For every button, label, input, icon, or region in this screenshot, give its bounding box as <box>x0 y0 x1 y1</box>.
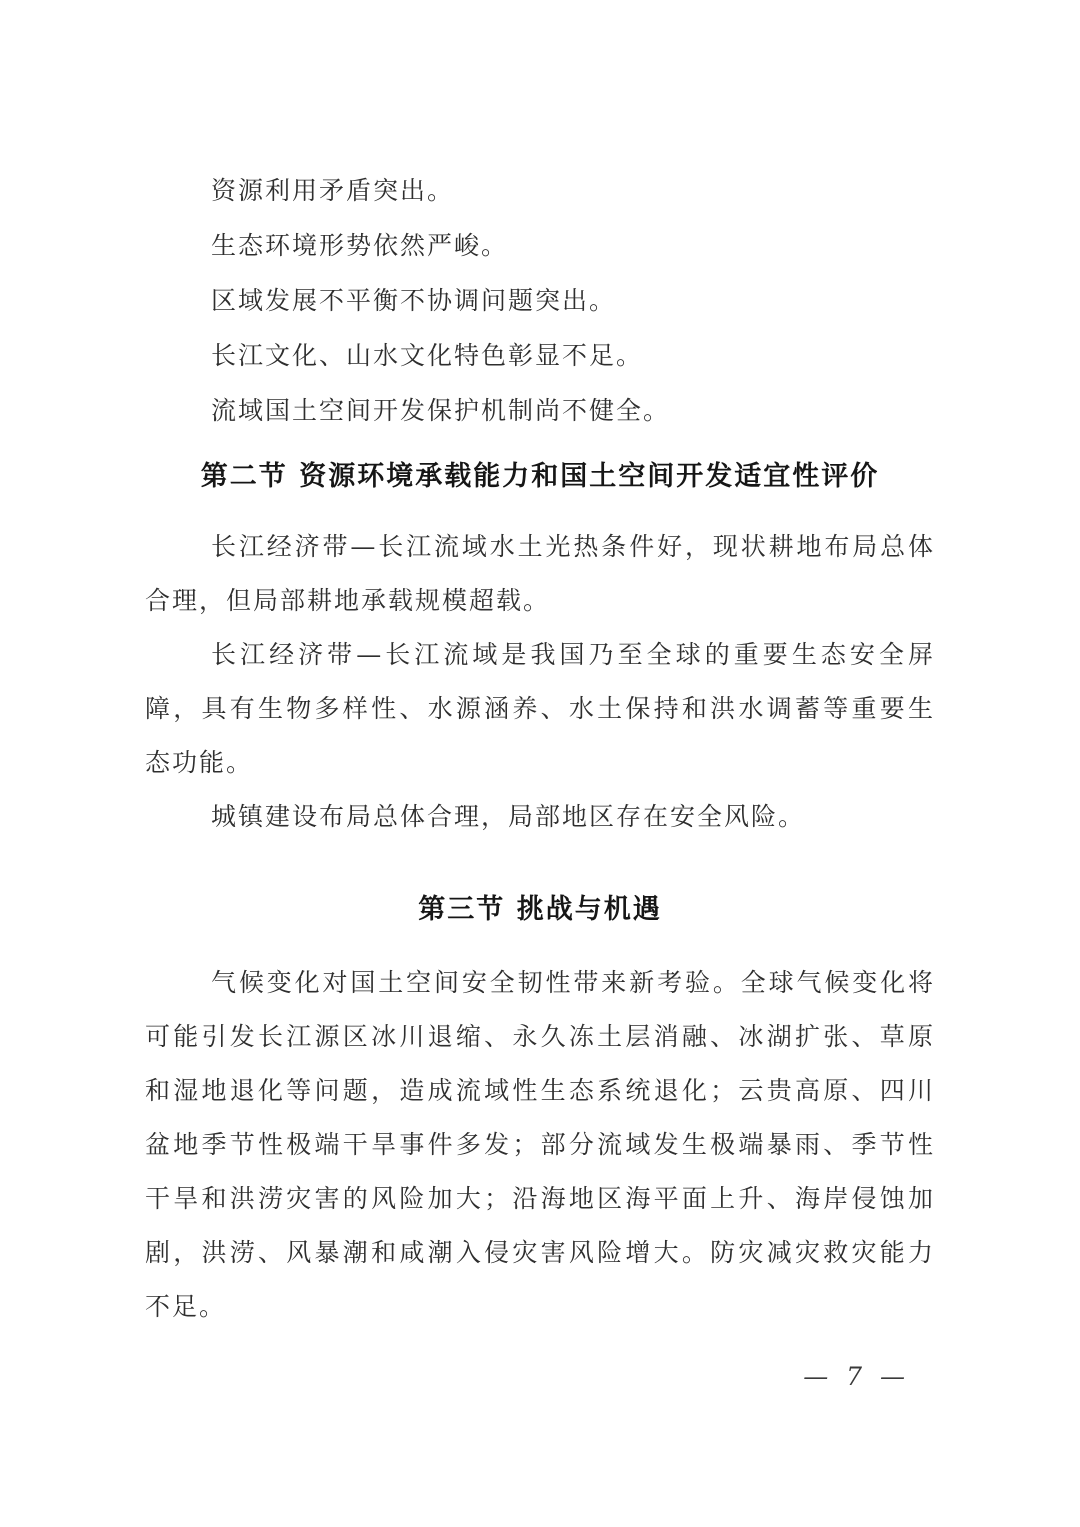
section-heading-2: 第二节 资源环境承载能力和国土空间开发适宜性评价 <box>200 461 880 492</box>
paragraph-line: 不足。 <box>145 1292 227 1321</box>
paragraph-line: 城镇建设布局总体合理，局部地区存在安全风险。 <box>211 802 806 831</box>
section-heading-3: 第三节 挑战与机遇 <box>418 894 662 925</box>
paragraph-line: 合理，但局部耕地承载规模超载。 <box>145 586 551 615</box>
lead-sentence: 长江文化、山水文化特色彰显不足。 <box>211 341 644 370</box>
paragraph-line: 态功能。 <box>145 748 254 777</box>
lead-paragraphs <box>145 163 935 438</box>
lead-sentence: 流域国土空间开发保护机制尚不健全。 <box>211 396 671 425</box>
paragraph-line: 障，具有生物多样性、水源涵养、水土保持和洪水调蓄等重要生 <box>145 694 935 723</box>
paragraph <box>145 628 935 790</box>
paragraph-line: 和湿地退化等问题，造成流域性生态系统退化；云贵高原、四川 <box>145 1076 935 1105</box>
lead-sentence: 区域发展不平衡不协调问题突出。 <box>211 286 617 315</box>
paragraph <box>145 520 935 628</box>
lead-sentence: 生态环境形势依然严峻。 <box>211 231 509 260</box>
page-number: — 7 — <box>803 1362 910 1391</box>
paragraph-line: 盆地季节性极端干旱事件多发；部分流域发生极端暴雨、季节性 <box>145 1130 935 1159</box>
paragraph-line: 气候变化对国土空间安全韧性带来新考验。全球气候变化将 <box>211 968 935 997</box>
paragraph-line: 可能引发长江源区冰川退缩、永久冻土层消融、冰湖扩张、草原 <box>145 1022 935 1051</box>
paragraph-line: 长江经济带—长江流域水土光热条件好，现状耕地布局总体 <box>211 532 935 561</box>
paragraph-line: 剧，洪涝、风暴潮和咸潮入侵灾害风险增大。防灾减灾救灾能力 <box>145 1238 935 1267</box>
paragraph-line: 长江经济带—长江流域是我国乃至全球的重要生态安全屏 <box>211 640 935 669</box>
paragraph <box>145 956 935 1334</box>
lead-sentence: 资源利用矛盾突出。 <box>211 176 455 205</box>
paragraph-line: 干旱和洪涝灾害的风险加大；沿海地区海平面上升、海岸侵蚀加 <box>145 1184 935 1213</box>
paragraph <box>145 790 935 844</box>
